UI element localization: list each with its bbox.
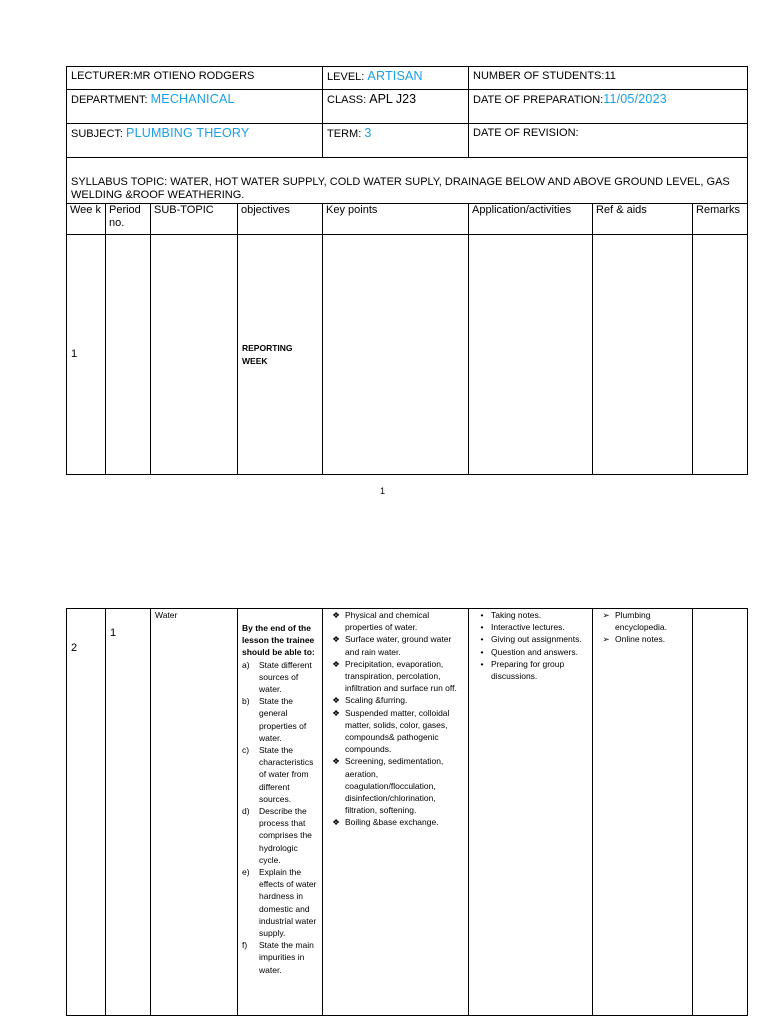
list-item [242, 695, 318, 744]
lesson-plan-header-table [66, 66, 748, 475]
remarks-cell [693, 609, 748, 1016]
list-item-text: Question and answers. [491, 646, 578, 657]
level-label: LEVEL: [327, 71, 365, 83]
revision-cell [469, 124, 748, 158]
class-label: CLASS: [327, 94, 367, 106]
keypoints-cell [323, 609, 469, 1016]
page-number: 1 [380, 486, 386, 496]
revision-text: DATE OF REVISION: [473, 127, 579, 139]
diamond-bullet-icon: ❖ [332, 634, 340, 645]
list-item-text: Online notes. [615, 634, 666, 645]
list-item-text: State the main impurities in water. [259, 940, 314, 975]
list-item [473, 621, 588, 633]
objective-label: f) [242, 940, 248, 951]
list-item-text: Preparing for group discussions. [491, 658, 565, 682]
dot-bullet-icon: • [480, 610, 484, 620]
col-activities-header: Application/activities [469, 204, 593, 235]
prep-date-cell [469, 90, 748, 124]
department-label: DEPARTMENT: [71, 94, 148, 106]
list-item [327, 694, 464, 706]
diamond-bullet-icon: ❖ [332, 707, 340, 718]
lecturer-text: LECTURER:MR OTIENO RODGERS [71, 70, 255, 82]
students-text: NUMBER OF STUDENTS:11 [473, 70, 616, 82]
dot-bullet-icon: • [480, 622, 484, 633]
syllabus-text: SYLLABUS TOPIC: WATER, HOT WATER SUPPLY, COLD WATER SUPLY, DRAINAGE BELOW AND ABOVE GROUND LEVEL, GAS WELDING &ROOF WEATHERING. [71, 176, 730, 201]
table-row [67, 609, 748, 1016]
term-label: TERM: [327, 128, 362, 140]
list-item [242, 866, 318, 939]
list-item-text: Giving out assignments. [491, 634, 582, 645]
week-cell: 1 [67, 235, 106, 475]
table-row [67, 235, 748, 475]
remarks-cell [693, 235, 748, 475]
col-period-header: Period no. [106, 204, 151, 235]
subject-value: PLUMBING THEORY [126, 126, 250, 140]
col-subtopic-header: SUB-TOPIC [151, 204, 238, 235]
objective-label: b) [242, 696, 250, 707]
dot-bullet-icon: • [480, 646, 484, 657]
level-value: ARTISAN [367, 69, 423, 83]
lesson-plan-week2-table [66, 608, 748, 1016]
keypoints-list [327, 609, 464, 829]
col-keypoints-header: Key points [323, 204, 469, 235]
list-item [242, 939, 318, 976]
subtopic-cell [151, 235, 238, 475]
col-week-header: Wee k [67, 204, 106, 235]
list-item-text: Boiling &base exchange. [345, 817, 439, 828]
refs-list [597, 609, 688, 646]
diamond-bullet-icon: ❖ [332, 817, 340, 828]
subject-label: SUBJECT: [71, 128, 123, 140]
prep-date-label: DATE OF PREPARATION: [473, 94, 604, 106]
list-item-text: Taking notes. [491, 610, 542, 620]
list-item [597, 633, 688, 645]
list-item [473, 658, 588, 682]
list-item-text: Explain the effects of water hardness in domestic and industrial water supply. [259, 867, 317, 939]
prep-date-value: 11/05/2023 [603, 92, 667, 106]
list-item-text: Plumbing encyclopedia. [615, 610, 667, 633]
list-item-text: Surface water, ground water and rain water. [345, 634, 452, 657]
list-item [327, 633, 464, 657]
week-cell: 2 [67, 609, 106, 1016]
col-objectives-header: objectives [238, 204, 323, 235]
list-item [473, 609, 588, 621]
col-remarks-header: Remarks [693, 204, 748, 235]
list-item-text: Interactive lectures. [491, 622, 565, 633]
class-cell [323, 90, 469, 124]
term-value: 3 [364, 126, 372, 140]
list-item [473, 633, 588, 645]
arrow-bullet-icon: ➢ [602, 610, 610, 620]
objectives-list [242, 659, 318, 976]
list-item [242, 659, 318, 696]
list-item [242, 805, 318, 866]
activities-cell [469, 235, 593, 475]
diamond-bullet-icon: ❖ [332, 658, 340, 669]
keypoints-cell [323, 235, 469, 475]
subtopic-cell: Water [151, 609, 238, 1016]
list-item [242, 744, 318, 805]
arrow-bullet-icon: ➢ [602, 634, 610, 645]
subject-cell [67, 124, 323, 158]
activities-cell [469, 609, 593, 1016]
refs-cell [593, 609, 693, 1016]
refs-cell [593, 235, 693, 475]
syllabus-cell [67, 158, 748, 204]
dot-bullet-icon: • [480, 658, 484, 669]
list-item [597, 609, 688, 633]
diamond-bullet-icon: ❖ [332, 756, 340, 767]
objective-label: e) [242, 867, 250, 878]
list-item-text: Describe the process that comprises the hydrologic cycle. [259, 806, 312, 865]
list-item-text: Suspended matter, colloidal matter, solids, color, gases, compounds& pathogenic compounds. [345, 707, 450, 755]
department-value: MECHANICAL [150, 92, 235, 106]
class-value: APL J23 [369, 92, 417, 106]
level-cell [323, 67, 469, 90]
objectives-cell [238, 609, 323, 1016]
lecturer-cell [67, 67, 323, 90]
diamond-bullet-icon: ❖ [332, 695, 340, 706]
list-item [473, 646, 588, 658]
list-item-text: State the characteristics of water from different sources. [259, 745, 314, 804]
objectives-intro: By the end of the lesson the trainee should be able to: [242, 623, 315, 658]
period-cell: 1 [106, 609, 151, 1016]
list-item [327, 755, 464, 816]
list-item-text: Precipitation, evaporation, transpiration, percolation, infiltration and surface run off. [345, 658, 457, 694]
list-item-text: Scaling &furring. [345, 695, 408, 706]
list-item-text: State different sources of water. [259, 659, 312, 695]
list-item [327, 816, 464, 828]
objective-label: c) [242, 745, 250, 756]
list-item [327, 609, 464, 633]
list-item-text: State the general properties of water. [259, 696, 307, 743]
students-cell [469, 67, 748, 90]
activities-list [473, 609, 588, 682]
term-cell [323, 124, 469, 158]
objective-label: d) [242, 806, 250, 817]
list-item-text: Screening, sedimentation, aeration, coagulation/flocculation, disinfection/chlorination, filtration, softening. [345, 756, 444, 816]
list-item [327, 658, 464, 695]
objective-cell: REPORTING WEEK [238, 235, 323, 475]
list-item [327, 707, 464, 756]
diamond-bullet-icon: ❖ [332, 610, 340, 620]
list-item-text: Physical and chemical properties of water. [345, 610, 430, 633]
objective-label: a) [242, 659, 250, 670]
col-refs-header: Ref & aids [593, 204, 693, 235]
department-cell [67, 90, 323, 124]
period-cell [106, 235, 151, 475]
dot-bullet-icon: • [480, 634, 484, 645]
